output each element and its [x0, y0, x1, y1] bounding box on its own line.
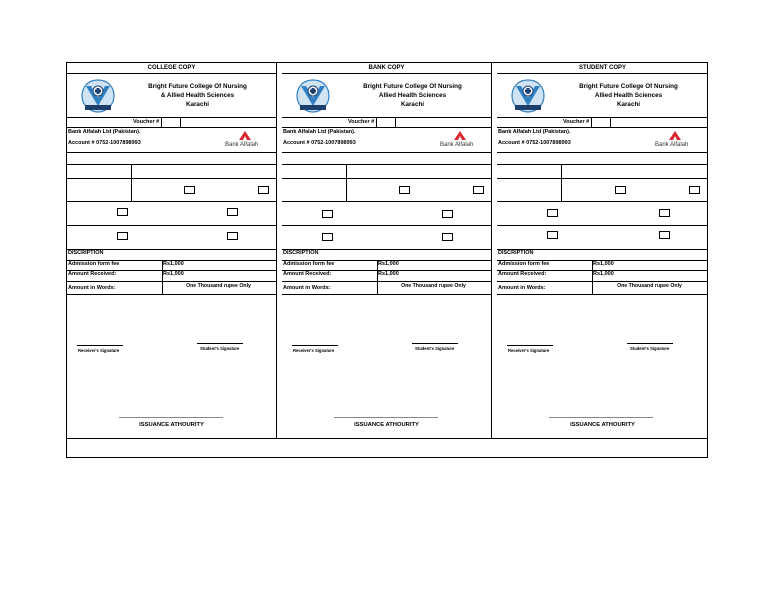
checkbox[interactable] [689, 186, 700, 194]
words-label: Amount in Words: [283, 285, 331, 291]
copy-caption: BANK COPY [282, 63, 491, 74]
copy-caption: COLLEGE COPY [67, 63, 276, 74]
voucher-number-field[interactable] [591, 118, 611, 127]
college-copy [67, 63, 277, 438]
words-value: One Thousand rupee Only [401, 283, 466, 289]
description-header: DISCRIPTION [498, 250, 534, 256]
checkbox[interactable] [473, 186, 484, 194]
checkbox[interactable] [227, 232, 238, 240]
description-header: DISCRIPTION [68, 250, 104, 256]
checkbox[interactable] [547, 209, 558, 217]
fee-value: Rs1,000 [593, 261, 614, 267]
account-number: Account # 0752-1007898993 [283, 140, 356, 146]
bottom-strip [67, 438, 707, 439]
fee-label: Admission form fee [283, 261, 335, 267]
checkbox[interactable] [442, 210, 453, 218]
account-number: Account # 0752-1007898993 [498, 140, 571, 146]
receiver-signature-label: Receiver's Signature [508, 348, 550, 353]
checkbox[interactable] [615, 186, 626, 194]
bank-alfalah-logo-icon [239, 131, 251, 140]
received-label: Amount Received: [283, 271, 332, 277]
fee-label: Admission form fee [498, 261, 550, 267]
issuance-authority-label: ISSUANCE ATHOURITY [139, 422, 204, 428]
college-name: Bright Future College Of Nursing & Allied Health Sciences Karachi [148, 83, 247, 108]
account-number: Account # 0752-1007898993 [68, 140, 141, 146]
words-label: Amount in Words: [68, 285, 116, 291]
copy-caption: STUDENT COPY [497, 63, 708, 74]
checkbox[interactable] [659, 231, 670, 239]
checkbox[interactable] [442, 233, 453, 241]
student-signature-label: Student's Signature [630, 346, 670, 351]
student-signature-label: Student's Signature [200, 346, 240, 351]
checkbox[interactable] [117, 208, 128, 216]
college-name: Bright Future College Of Nursing Allied Health Sciences Karachi [579, 83, 678, 108]
words-value: One Thousand rupee Only [617, 283, 682, 289]
checkbox[interactable] [184, 186, 195, 194]
words-value: One Thousand rupee Only [186, 283, 251, 289]
received-value: Rs1,000 [593, 271, 614, 277]
checkbox[interactable] [227, 208, 238, 216]
bank-name: Bank Alfalah Ltd (Pakistan). [68, 129, 141, 135]
description-header: DISCRIPTION [283, 250, 319, 256]
bank-copy [282, 63, 492, 438]
college-logo-icon [509, 78, 547, 114]
checkbox[interactable] [322, 210, 333, 218]
fee-value: Rs1,000 [378, 261, 399, 267]
received-value: Rs1,000 [163, 271, 184, 277]
voucher-row: Voucher # [282, 117, 491, 128]
bank-logo-text: Bank Alfalah [225, 142, 259, 148]
student-copy [497, 63, 708, 438]
bank-logo-text: Bank Alfalah [655, 142, 689, 148]
bank-alfalah-logo-icon [669, 131, 681, 140]
bank-name: Bank Alfalah Ltd (Pakistan). [498, 129, 571, 135]
receiver-signature-label: Receiver's Signature [78, 348, 120, 353]
college-logo-icon [294, 78, 332, 114]
checkbox[interactable] [399, 186, 410, 194]
bank-logo-text: Bank Alfalah [440, 142, 474, 148]
college-name: Bright Future College Of Nursing Allied Health Sciences Karachi [363, 83, 462, 108]
words-label: Amount in Words: [498, 285, 546, 291]
checkbox[interactable] [547, 231, 558, 239]
received-label: Amount Received: [68, 271, 117, 277]
receiver-signature-label: Receiver's Signature [293, 348, 335, 353]
fee-voucher-sheet [66, 62, 708, 458]
received-label: Amount Received: [498, 271, 547, 277]
voucher-row: Voucher # [497, 117, 708, 128]
bank-alfalah-logo-icon [454, 131, 466, 140]
voucher-number-field[interactable] [376, 118, 396, 127]
checkbox[interactable] [322, 233, 333, 241]
checkbox[interactable] [117, 232, 128, 240]
checkbox[interactable] [258, 186, 269, 194]
voucher-row: Voucher # [67, 117, 276, 128]
fee-value: Rs1,000 [163, 261, 184, 267]
voucher-number-field[interactable] [161, 118, 181, 127]
student-signature-label: Student's Signature [415, 346, 455, 351]
received-value: Rs1,000 [378, 271, 399, 277]
fee-label: Admission form fee [68, 261, 120, 267]
issuance-authority-label: ISSUANCE ATHOURITY [354, 422, 419, 428]
issuance-authority-label: ISSUANCE ATHOURITY [570, 422, 635, 428]
checkbox[interactable] [659, 209, 670, 217]
college-logo-icon [79, 78, 117, 114]
bank-name: Bank Alfalah Ltd (Pakistan). [283, 129, 356, 135]
